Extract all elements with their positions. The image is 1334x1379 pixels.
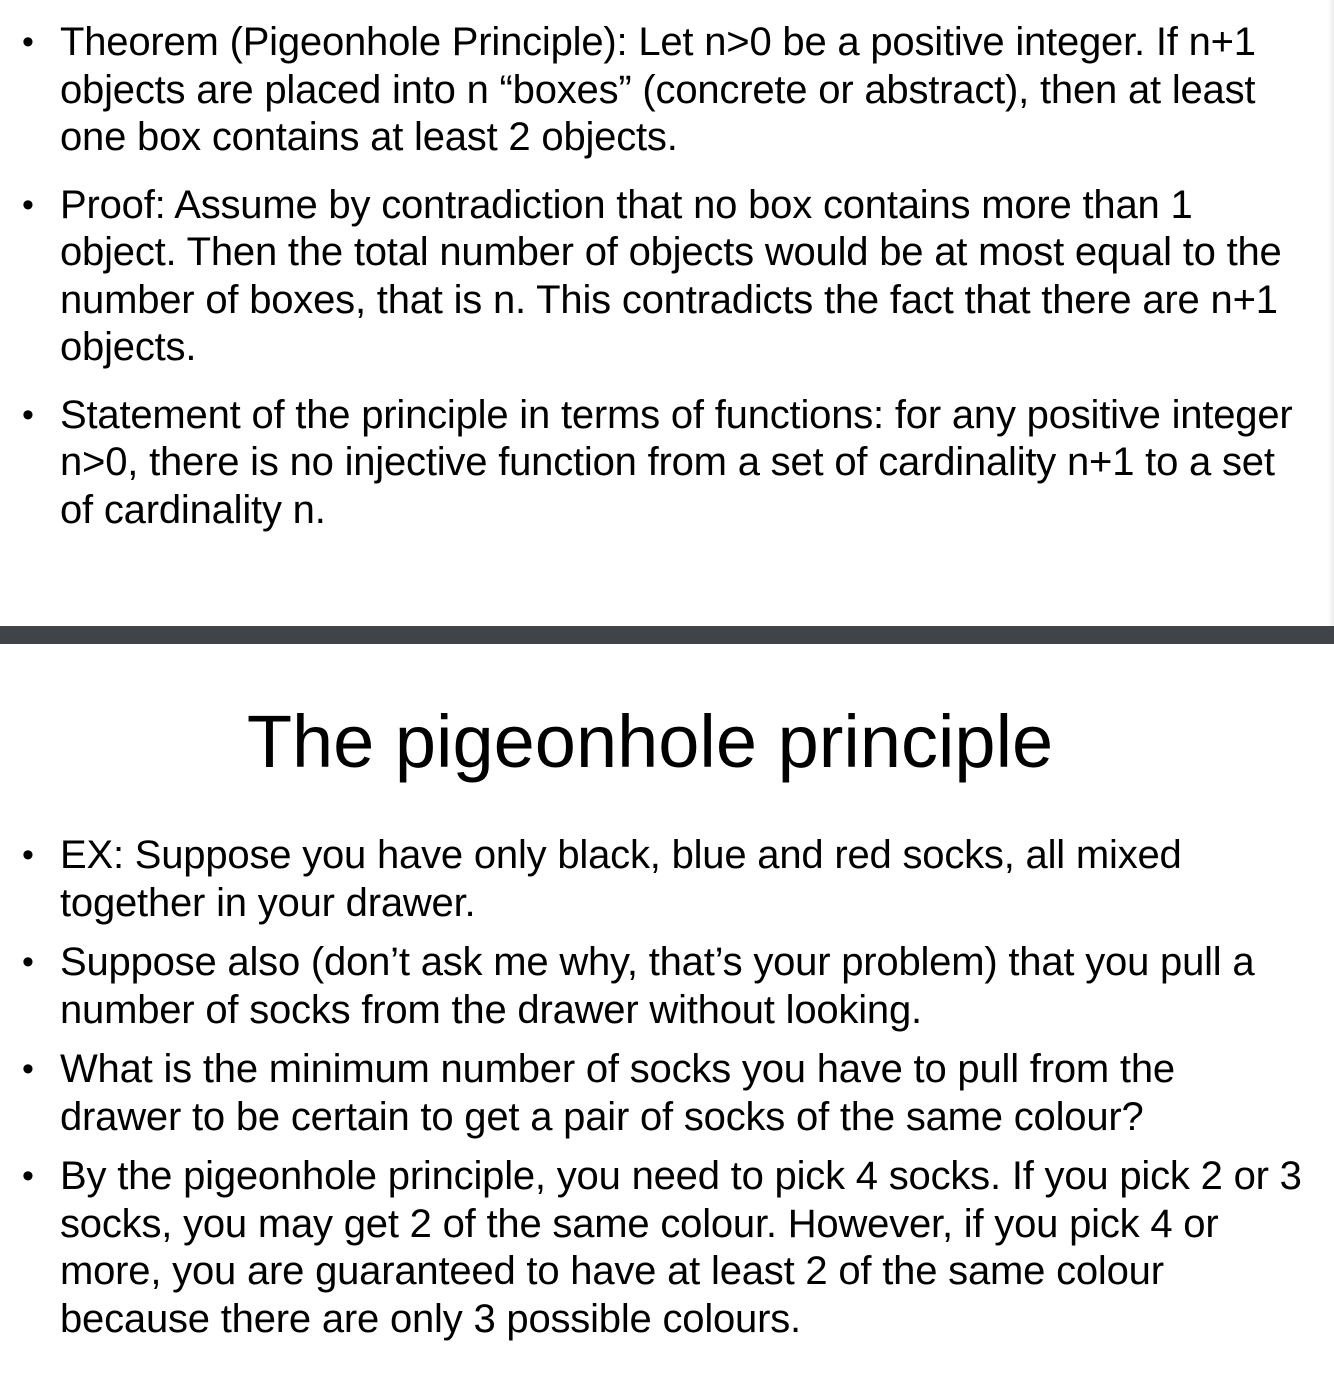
slide-title: The pigeonhole principle bbox=[246, 700, 1054, 783]
bullet-dot: • bbox=[22, 185, 34, 224]
bullet-text-example: EX: Suppose you have only black, blue and red socks, all mixed together in your drawer. bbox=[60, 833, 1182, 925]
bullet-item-example bbox=[0, 832, 1334, 927]
bullet-list-top bbox=[0, 19, 1334, 534]
bullet-text-suppose: Suppose also (don’t ask me why, that’s your problem) that you pull a number of socks from the drawer without looking. bbox=[60, 940, 1255, 1032]
slide-divider bbox=[0, 626, 1334, 644]
bullet-item-proof bbox=[0, 182, 1334, 372]
bullet-list-bottom bbox=[0, 832, 1334, 1343]
slide-top bbox=[0, 0, 1334, 626]
bullet-item-functions bbox=[0, 392, 1334, 535]
bullet-item-suppose bbox=[0, 939, 1334, 1034]
bullet-dot: • bbox=[22, 1157, 34, 1195]
bullet-text-theorem: Theorem (Pigeonhole Principle): Let n>0 be a positive integer. If n+1 objects are placed into n “boxes” (concrete or abstract), then at least one box contains at least 2 objects. bbox=[60, 20, 1256, 159]
bullet-text-question: What is the minimum number of socks you have to pull from the drawer to be certain to get a pair of socks of the same colour? bbox=[60, 1047, 1175, 1139]
bullet-dot: • bbox=[22, 23, 34, 61]
bullet-dot: • bbox=[22, 1050, 34, 1088]
bullet-item-question bbox=[0, 1046, 1334, 1141]
bullet-dot: • bbox=[22, 836, 34, 874]
bullet-item-theorem bbox=[0, 19, 1334, 162]
bullet-item-answer bbox=[0, 1153, 1334, 1343]
bullet-dot: • bbox=[22, 943, 34, 981]
bullet-text-answer: By the pigeonhole principle, you need to pick 4 socks. If you pick 2 or 3 socks, you may get 2 of the same colour. However, if you pick 4 or more, you are guaranteed to have at least 2 of the same colour because there are only 3 possible colours. bbox=[60, 1154, 1302, 1341]
bullet-dot: • bbox=[22, 395, 34, 434]
bullet-text-proof: Proof: Assume by contradiction that no box contains more than 1 object. Then the total number of objects would be at most equal to the number of boxes, that is n. This contradicts the fact that there are n+1 objects. bbox=[60, 182, 1282, 369]
slide-bottom bbox=[0, 644, 1334, 1379]
bullet-text-functions: Statement of the principle in terms of functions: for any positive integer n>0, there is no injective function from a set of cardinality n+1 to a set of cardinality n. bbox=[60, 392, 1293, 532]
